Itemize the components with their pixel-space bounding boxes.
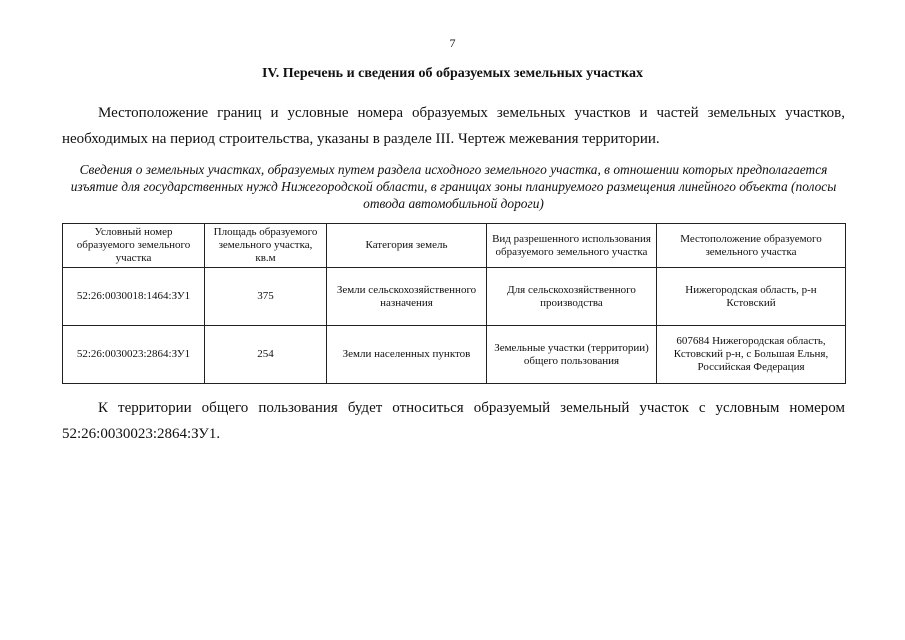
header-land-category: Категория земель [327,224,487,268]
cell-permitted-use: Земельные участки (территории) общего пользования [487,326,657,384]
cell-area: 254 [205,326,327,384]
cell-permitted-use: Для сельскохозяйственного производства [487,268,657,326]
header-area: Площадь образуемого земельного участка, кв.м [205,224,327,268]
header-location: Местоположение образуемого земельного участка [657,224,846,268]
cell-cadastral-number: 52:26:0030023:2864:ЗУ1 [63,326,205,384]
cell-land-category: Земли населенных пунктов [327,326,487,384]
cell-location: 607684 Нижегородская область, Кстовский р-н, с Большая Ельня, Российская Федерация [657,326,846,384]
cell-location: Нижегородская область, р-н Кстовский [657,268,846,326]
parcels-table [62,223,846,384]
page-number: 7 [449,36,456,50]
cell-area: 375 [205,268,327,326]
closing-paragraph: К территории общего пользования будет относиться образуемый земельный участок с условным номером 52:26:0030023:2864:ЗУ1. [62,400,845,442]
table-caption: Сведения о земельных участках, образуемых путем раздела исходного земельного участка, в отношении которых предполагается изъятие для государственных нужд Нижегородской области, в границах зоны планируемого размещения линейного объекта (полосы отвода автомобильной дороги) [70,162,837,211]
section-title: IV. Перечень и сведения об образуемых земельных участках [261,66,643,81]
header-permitted-use: Вид разрешенного использования образуемого земельного участка [487,224,657,268]
table-row [63,268,846,326]
table-row [63,326,846,384]
intro-paragraph: Местоположение границ и условные номера образуемых земельных участков и частей земельных участков, необходимых на период строительства, указаны в разделе III. Чертеж межевания территории. [62,105,845,147]
cell-land-category: Земли сельскохозяйственного назначения [327,268,487,326]
header-cadastral-number: Условный номер образуемого земельного участка [63,224,205,268]
table-header-row [63,224,846,268]
cell-cadastral-number: 52:26:0030018:1464:ЗУ1 [63,268,205,326]
